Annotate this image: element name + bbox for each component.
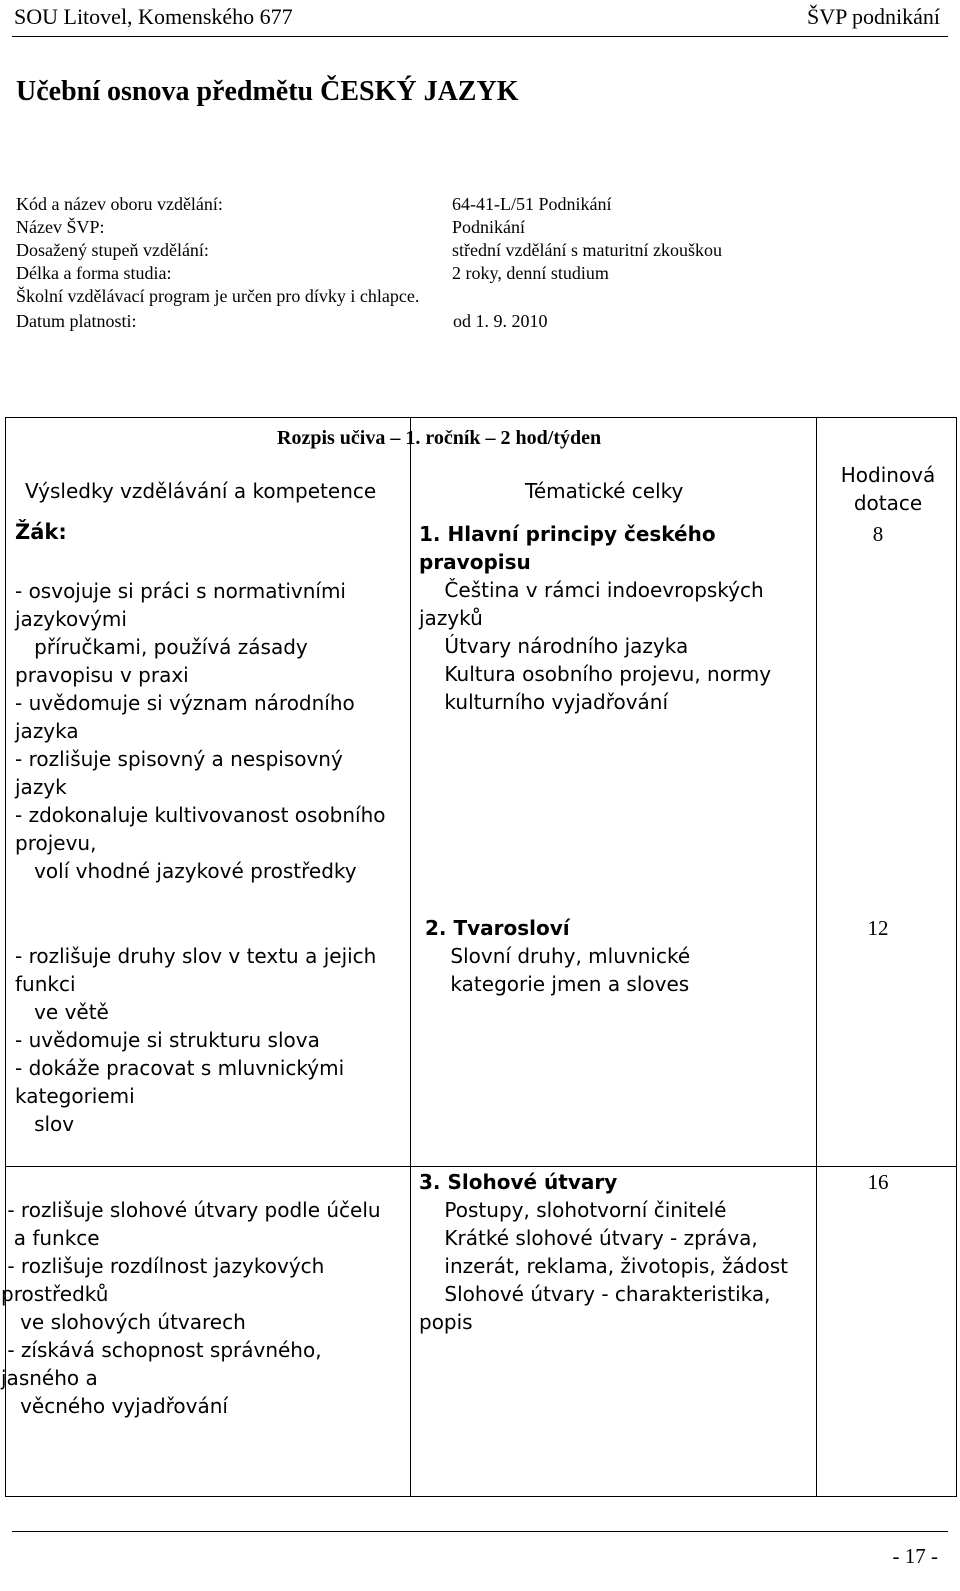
table-caption: Rozpis učiva – 1. ročník – 2 hod/týden <box>277 427 602 449</box>
info-program-note: Školní vzdělávací program je určen pro dívky i chlapce. <box>16 286 420 306</box>
info-validity-label: Datum platnosti: <box>16 311 137 331</box>
info-value-level: střední vzdělání s maturitní zkouškou <box>452 240 722 260</box>
student-label: Žák: <box>15 520 67 544</box>
row1-topic-title: 1. Hlavní principy českého pravopisu <box>419 522 716 574</box>
info-value-name: Podnikání <box>452 217 526 237</box>
info-value-length: 2 roky, denní studium <box>452 263 609 283</box>
header-divider <box>12 36 948 37</box>
row2-hours: 12 <box>867 916 889 940</box>
header-program: ŠVP podnikání <box>806 4 940 29</box>
footer-divider <box>12 1531 948 1532</box>
row2-topic-items: Slovní druhy, mluvnické kategorie jmen a sloves <box>450 944 691 996</box>
row2-outcomes: - rozlišuje druhy slov v textu a jejich funkci ve větě - uvědomuje si strukturu slova - dokáže pracovat s mluvnickými kategoriemi slov <box>15 944 377 1136</box>
column-header-topics: Tématické celky <box>525 479 684 503</box>
column-header-outcomes: Výsledky vzdělávání a kompetence <box>25 479 377 503</box>
page-number: - 17 - <box>892 1544 938 1568</box>
info-label-code: Kód a název oboru vzdělání: <box>16 194 223 214</box>
row1-outcomes: - osvojuje si práci s normativními jazykovými příručkami, používá zásady pravopisu v praxi - uvědomuje si význam národního jazyka - rozlišuje spisovný a nespisovný jazyk - zdokonaluje kultivovanost osobního projevu, volí vhodné jazykové prostředky <box>15 579 386 883</box>
info-label-length: Délka a forma studia: <box>16 263 172 283</box>
header-school: SOU Litovel, Komenského 677 <box>14 4 293 29</box>
info-label-level: Dosažený stupeň vzdělání: <box>16 240 209 260</box>
table-column-divider-2 <box>816 417 817 1497</box>
row3-topic-items: Postupy, slohotvorní činitelé Krátké slohové útvary - zpráva, inzerát, reklama, životopis, žádost Slohové útvary - charakteristika, popis <box>419 1198 788 1334</box>
page-title: Učební osnova předmětu ČESKÝ JAZYK <box>16 76 519 107</box>
table-row-divider <box>5 1166 957 1167</box>
info-value-code: 64-41-L/51 Podnikání <box>452 194 612 214</box>
row3-topic-title: 3. Slohové útvary <box>419 1170 618 1194</box>
row1-topic-items: Čeština v rámci indoevropských jazyků Útvary národního jazyka Kultura osobního projevu, normy kulturního vyjadřování <box>419 578 772 714</box>
column-header-hours-line2: dotace <box>853 491 923 515</box>
row3-outcomes: - rozlišuje slohové útvary podle účelu a funkce - rozlišuje rozdílnost jazykových prostředků ve slohových útvarech - získává schopnost správného, jasného a věcného vyjadřování <box>1 1198 381 1418</box>
row2-topic-title: 2. Tvarosloví <box>425 916 570 940</box>
info-label-name: Název ŠVP: <box>16 217 105 237</box>
column-header-hours-line1: Hodinová <box>840 463 936 487</box>
row3-hours: 16 <box>867 1170 889 1194</box>
info-validity-value: od 1. 9. 2010 <box>453 311 548 331</box>
table-column-divider-1 <box>410 417 411 1497</box>
row1-hours: 8 <box>872 522 884 546</box>
